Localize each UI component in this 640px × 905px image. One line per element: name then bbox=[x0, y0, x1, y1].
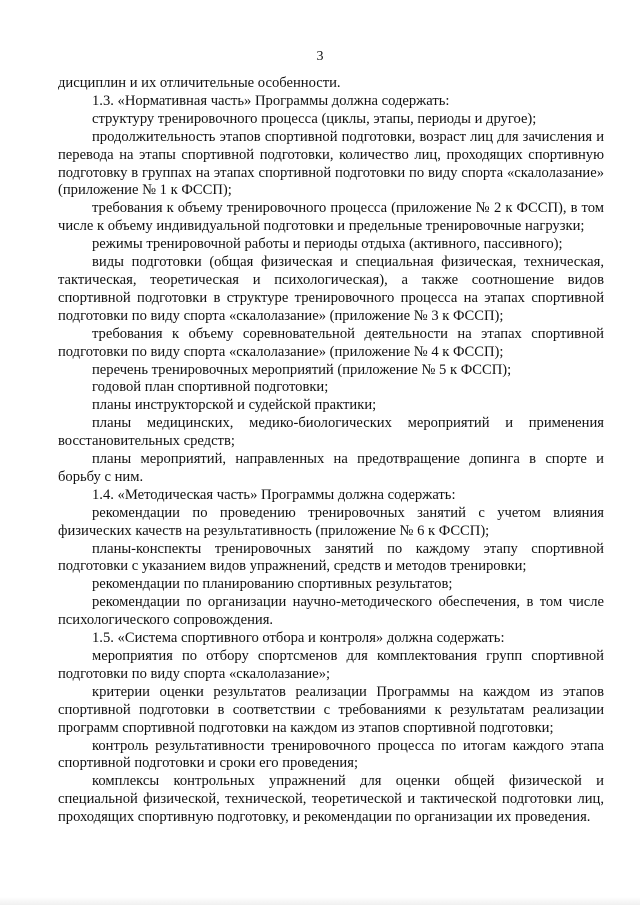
paragraph: годовой план спортивной подготовки; bbox=[92, 379, 329, 396]
paragraph: планы мероприятий, направленных на предотвращение допинга в спорте и борьбу с ним. bbox=[58, 451, 604, 485]
paragraph: 1.5. «Система спортивного отбора и контроля» должна содержать: bbox=[92, 630, 505, 647]
paragraph: планы инструкторской и судейской практики; bbox=[92, 397, 377, 414]
paragraph: продолжительность этапов спортивной подготовки, возраст лиц для зачисления и перевода на этапы спортивной подготовки, количество лиц, проходящих спортивную подготовку в группах на этапах спортивной подготовки по виду спорта «скалолазание» (приложение № 1 к ФССП); bbox=[58, 128, 604, 199]
paragraph: требования к объему тренировочного процесса (приложение № 2 к ФССП), в том числе к объему индивидуальной подготовки и предельные тренировочные нагрузки; bbox=[58, 200, 604, 235]
paragraph: рекомендации по планированию спортивных результатов; bbox=[92, 576, 453, 593]
paragraph: виды подготовки (общая физическая и специальная физическая, техническая, тактическая, теоретическая и психологическая), а также соотношение видов спортивной подготовки в структуре тренировочного процесса на этапах спортивной подготовки по виду спорта «скалолазание» (приложение № 3 к ФССП); bbox=[58, 254, 604, 324]
page-number: 3 bbox=[316, 49, 324, 64]
paragraph: комплексы контрольных упражнений для оценки общей физической и специальной физической, технической, теоретической и тактической подготовки лиц, проходящих спортивную подготовку, и рекомендации по организации их проведения. bbox=[58, 773, 604, 826]
paragraph: рекомендации по проведению тренировочных занятий с учетом влияния физических качеств на результативность (приложение № 6 к ФССП); bbox=[58, 504, 604, 539]
paragraph: контроль результативности тренировочного процесса по итогам каждого этапа спортивной подготовки и сроки его проведения; bbox=[58, 737, 604, 772]
paragraph: рекомендации по организации научно-методического обеспечения, в том числе психологического сопровождения. bbox=[58, 594, 604, 629]
paragraph: 1.3. «Нормативная часть» Программы должна содержать: bbox=[92, 92, 450, 109]
scan-edge bbox=[0, 897, 640, 905]
document-body bbox=[58, 75, 604, 827]
paragraph: требования к объему соревновательной деятельности на этапах спортивной подготовки по виду спорта «скалолазание» (приложение № 4 к ФССП); bbox=[58, 325, 604, 360]
paragraph: 1.4. «Методическая часть» Программы должна содержать: bbox=[92, 486, 456, 503]
paragraph: дисциплин и их отличительные особенности. bbox=[58, 75, 341, 91]
paragraph: структуру тренировочного процесса (циклы, этапы, периоды и другое); bbox=[92, 110, 537, 127]
paragraph: планы-конспекты тренировочных занятий по каждому этапу спортивной подготовки с указанием видов упражнений, средств и методов тренировки; bbox=[58, 540, 604, 575]
paragraph: режимы тренировочной работы и периоды отдыха (активного, пассивного); bbox=[92, 236, 563, 253]
paragraph: перечень тренировочных мероприятий (приложение № 5 к ФССП); bbox=[92, 361, 512, 378]
paragraph: планы медицинских, медико-биологических мероприятий и применения восстановительных средств; bbox=[58, 415, 604, 450]
paragraph: критерии оценки результатов реализации Программы на каждом из этапов спортивной подготовки в соответствии с требованиями к результатам реализации программ спортивной подготовки на каждом из этапов спортивной подготовки; bbox=[58, 683, 604, 736]
paragraph: мероприятия по отбору спортсменов для комплектования групп спортивной подготовки по виду спорта «скалолазание»; bbox=[58, 648, 604, 682]
